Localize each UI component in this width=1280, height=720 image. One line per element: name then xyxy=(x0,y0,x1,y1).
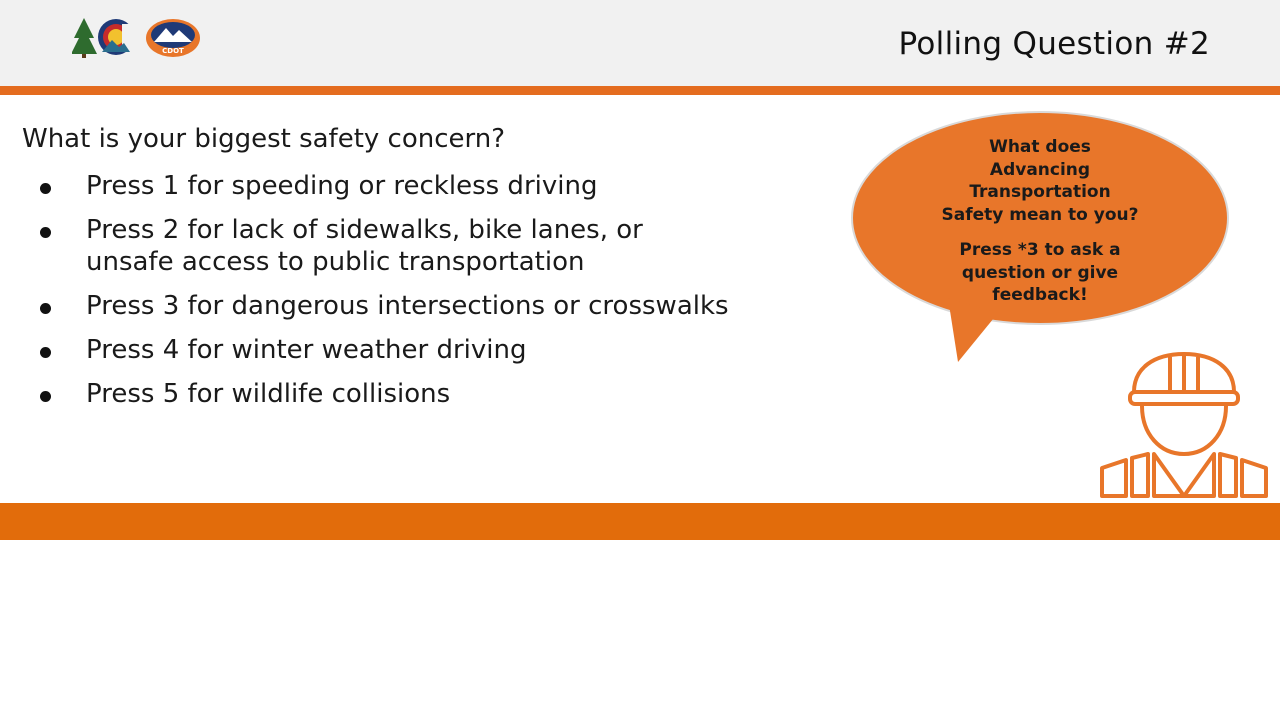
colorado-logo-icon xyxy=(72,18,138,58)
poll-option-3: Press 3 for dangerous intersections or crosswalks xyxy=(38,290,729,322)
svg-text:CDOT: CDOT xyxy=(162,47,184,55)
header-divider xyxy=(0,86,1280,95)
bullet-icon xyxy=(40,347,51,358)
bullet-icon xyxy=(40,303,51,314)
poll-options xyxy=(38,170,729,422)
logos xyxy=(72,16,202,60)
poll-option-5: Press 5 for wildlife collisions xyxy=(38,378,729,410)
cdot-logo-icon xyxy=(146,19,200,57)
bullet-icon xyxy=(40,183,51,194)
poll-option-4: Press 4 for winter weather driving xyxy=(38,334,729,366)
speech-bubble-text: What does Advancing Transportation Safety mean to you? Press *3 to ask a question or give feedback! xyxy=(941,137,1139,305)
poll-option-2: Press 2 for lack of sidewalks, bike lanes, or unsafe access to public transportation xyxy=(38,214,729,278)
page-title: Polling Question #2 xyxy=(898,26,1210,62)
bullet-icon xyxy=(40,227,51,238)
footer-band xyxy=(0,503,1280,540)
construction-worker-icon xyxy=(1096,348,1272,500)
bullet-icon xyxy=(40,391,51,402)
poll-question: What is your biggest safety concern? xyxy=(22,124,506,154)
poll-option-1: Press 1 for speeding or reckless driving xyxy=(38,170,729,202)
